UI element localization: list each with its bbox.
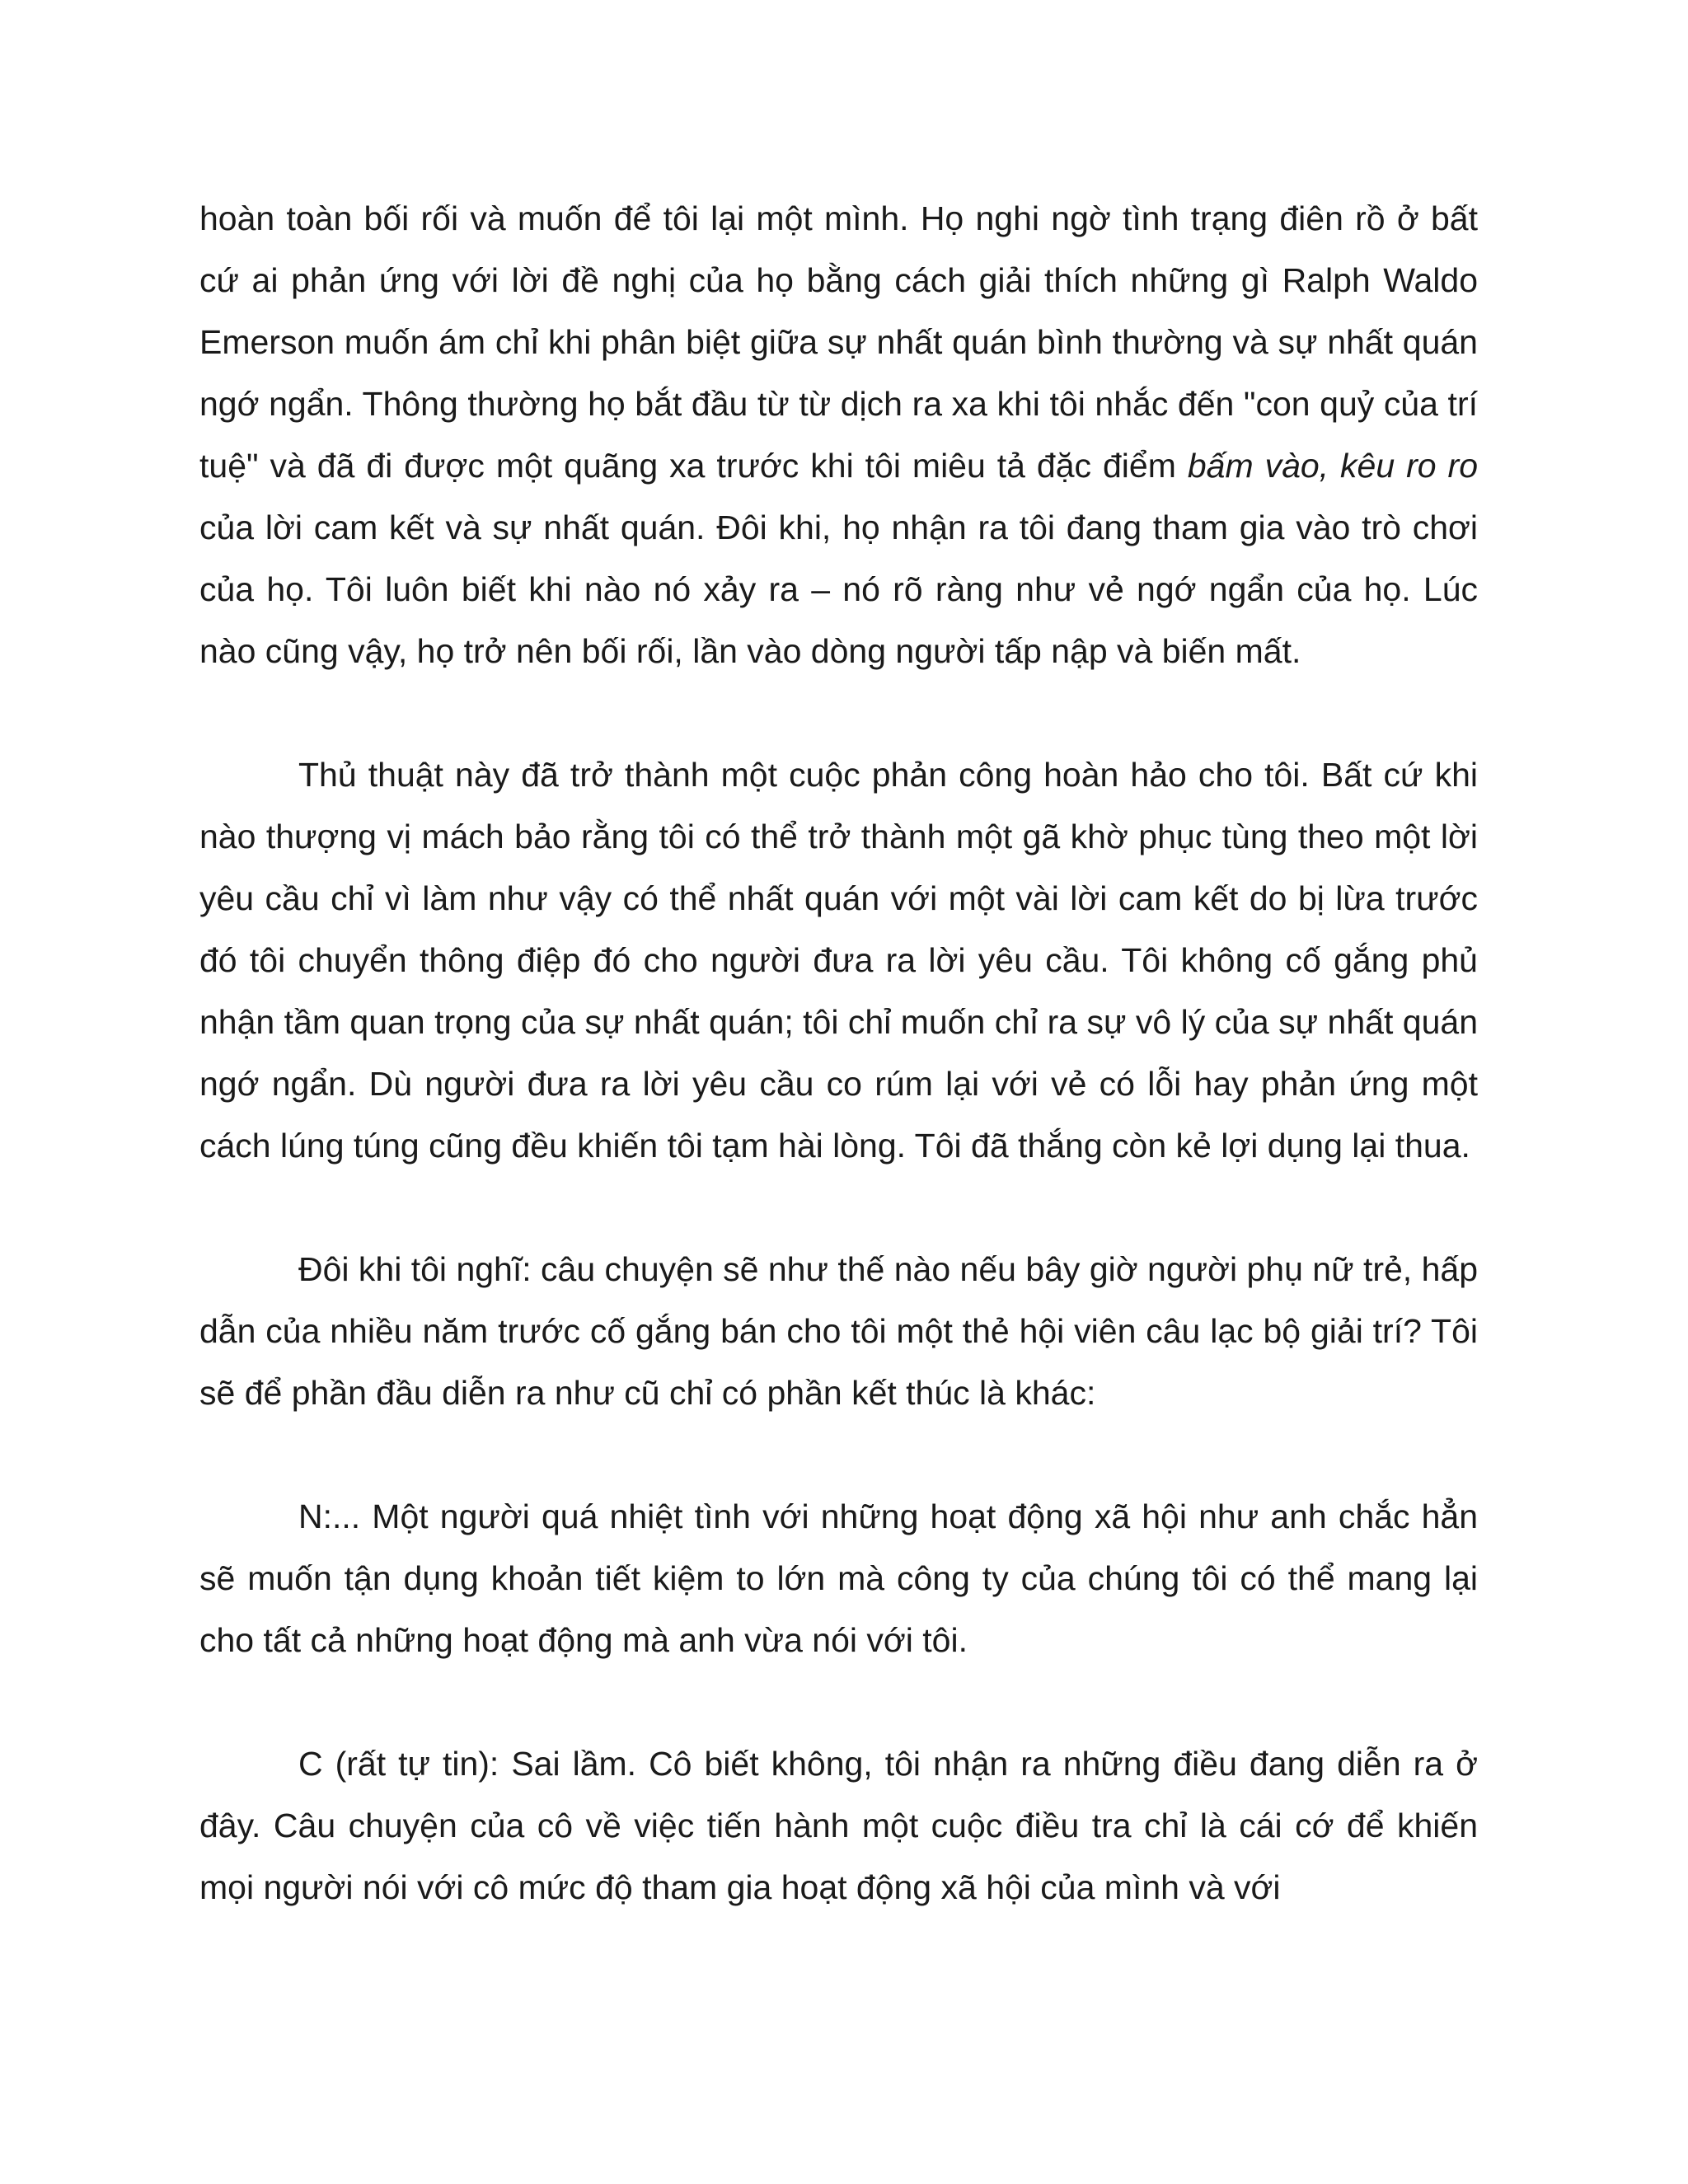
paragraph-1-italic-phrase: bấm vào, kêu ro ro [1187,447,1478,485]
paragraph-5-dialogue-c: C (rất tự tin): Sai lầm. Cô biết không, tôi nhận ra những điều đang diễn ra ở đây. Câu chuyện của cô về việc tiến hành một cuộc điều tra chỉ là cái cớ để khiến mọi người nói với cô mức độ tham gia hoạt động xã hội của mình và với [199,1745,1478,1906]
paragraph-3: Đôi khi tôi nghĩ: câu chuyện sẽ như thế nào nếu bây giờ người phụ nữ trẻ, hấp dẫn của nhiều năm trước cố gắng bán cho tôi một thẻ hội viên câu lạc bộ giải trí? Tôi sẽ để phần đầu diễn ra như cũ chỉ có phần kết thúc là khác: [199,1250,1478,1412]
paragraph-1-text-a: hoàn toàn bối rối và muốn để tôi lại một mình. Họ nghi ngờ tình trạng điên rồ ở bất cứ ai phản ứng với lời đề nghị của họ bằng cách giải thích những gì Ralph Waldo Emerson muốn ám chỉ khi phân biệt giữa sự nhất quán bình thường và sự nhất quán ngớ ngẩn. Thông thường họ bắt đầu từ từ dịch ra xa khi tôi nhắc đến "con quỷ của trí tuệ" và đã đi được một quãng xa trước khi tôi miêu tả đặc điểm [199,199,1478,485]
paragraph-2: Thủ thuật này đã trở thành một cuộc phản công hoàn hảo cho tôi. Bất cứ khi nào thượng vị mách bảo rằng tôi có thể trở thành một gã khờ phục tùng theo một lời yêu cầu chỉ vì làm như vậy có thể nhất quán với một vài lời cam kết do bị lừa trước đó tôi chuyển thông điệp đó cho người đưa ra lời yêu cầu. Tôi không cố gắng phủ nhận tầm quan trọng của sự nhất quán; tôi chỉ muốn chỉ ra sự vô lý của sự nhất quán ngớ ngẩn. Dù người đưa ra lời yêu cầu co rúm lại với vẻ có lỗi hay phản ứng một cách lúng túng cũng đều khiến tôi tạm hài lòng. Tôi đã thắng còn kẻ lợi dụng lại thua. [199,756,1478,1165]
paragraph-1-text-b: của lời cam kết và sự nhất quán. Đôi khi, họ nhận ra tôi đang tham gia vào trò chơi của họ. Tôi luôn biết khi nào nó xảy ra – nó rõ ràng như vẻ ngớ ngẩn của họ. Lúc nào cũng vậy, họ trở nên bối rối, lần vào dòng người tấp nập và biến mất. [199,509,1478,670]
paragraph-1 [199,188,1478,682]
paragraph-4-dialogue-n: N:... Một người quá nhiệt tình với những hoạt động xã hội như anh chắc hẳn sẽ muốn tận dụng khoản tiết kiệm to lớn mà công ty của chúng tôi có thể mang lại cho tất cả những hoạt động mà anh vừa nói với tôi. [199,1497,1478,1659]
